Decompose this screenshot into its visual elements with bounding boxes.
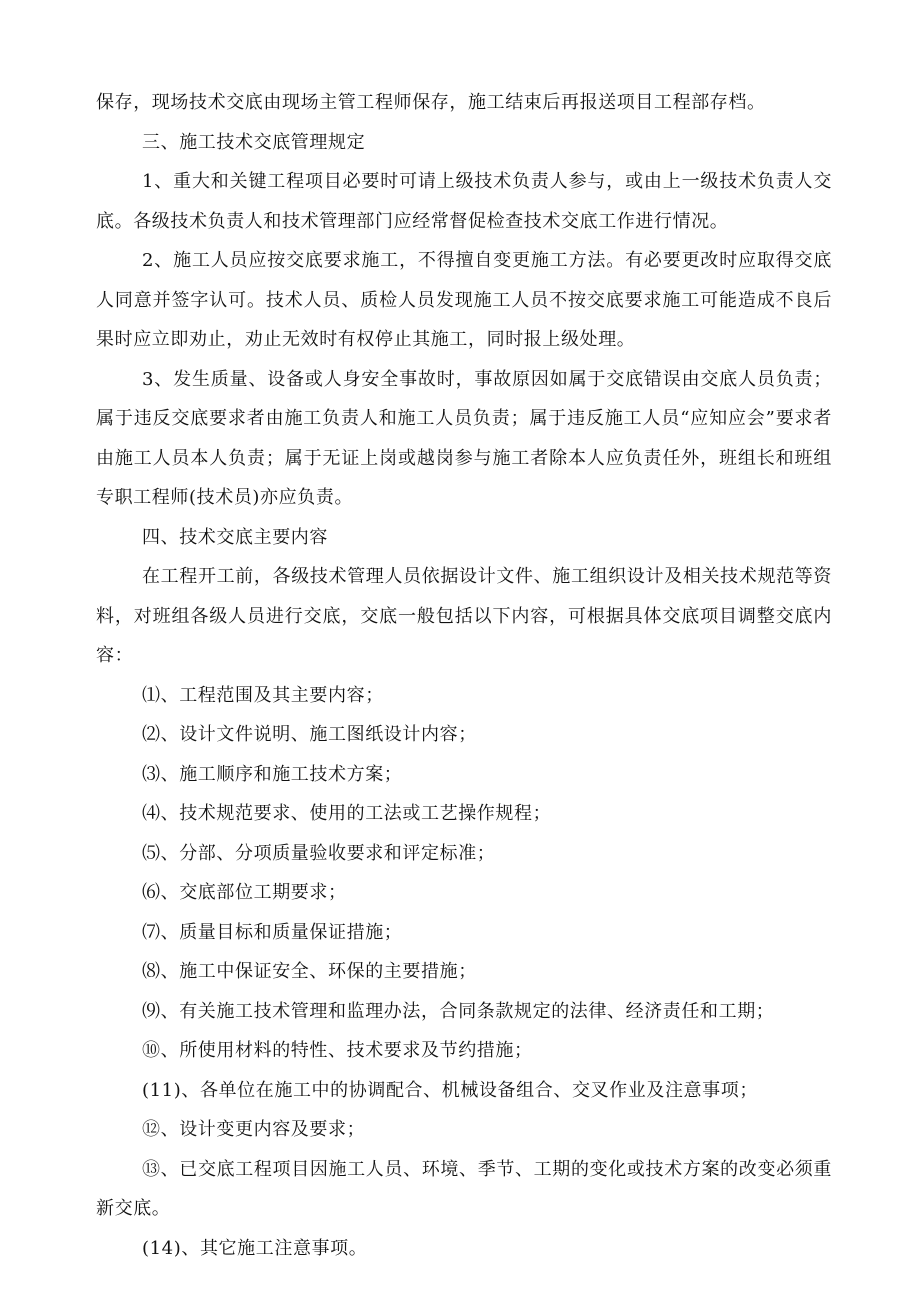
paragraph-rule-3: 3、发生质量、设备或人身安全事故时，事故原因如属于交底错误由交底人员负责；属于违反交底要求者由施工负责人和施工人员负责；属于违反施工人员“应知应会”要求者由施工人员本人负责；属于无证上岗或越岗参与施工者除本人应负责任外，班组长和班组专职工程师(技术员)亦应负责。 <box>96 368 832 508</box>
section-heading-main-content: 四、技术交底主要内容 <box>142 526 328 548</box>
paragraph-archive-note: 保存，现场技术交底由现场主管工程师保存，施工结束后再报送项目工程部存档。 <box>96 92 766 113</box>
list-item-6: ⑹、交底部位工期要求； <box>142 882 347 903</box>
list-item-14: (14)、其它施工注意事项。 <box>142 1237 368 1259</box>
list-item-4: ⑷、技术规范要求、使用的工法或工艺操作规程； <box>142 803 552 824</box>
list-item-5: ⑸、分部、分项质量验收要求和评定标准； <box>142 842 496 864</box>
list-item-2: ⑵、设计文件说明、施工图纸设计内容； <box>142 724 477 745</box>
document-body <box>96 83 832 1268</box>
list-item-3: ⑶、施工顺序和施工技术方案； <box>142 763 403 785</box>
paragraph-rule-1: 1、重大和关键工程项目必要时可请上级技术负责人参与，或由上一级技术负责人交底。各级技术负责人和技术管理部门应经常督促检查技术交底工作进行情况。 <box>96 171 832 232</box>
list-item-1: ⑴、工程范围及其主要内容； <box>142 684 384 706</box>
list-item-9: ⑼、有关施工技术管理和监理办法，合同条款规定的法律、经济责任和工期； <box>142 1000 775 1022</box>
paragraph-rule-2: 2、施工人员应按交底要求施工，不得擅自变更施工方法。有必要更改时应取得交底人同意并签字认可。技术人员、质检人员发现施工人员不按交底要求施工可能造成不良后果时应立即劝止，劝止无效时有权停止其施工，同时报上级处理。 <box>96 250 832 350</box>
section-heading-management-rules: 三、施工技术交底管理规定 <box>142 131 366 153</box>
list-item-13: ⑬、已交底工程项目因施工人员、环境、季节、工期的变化或技术方案的改变必须重新交底。 <box>96 1158 832 1219</box>
paragraph-content-intro: 在工程开工前，各级技术管理人员依据设计文件、施工组织设计及相关技术规范等资料，对班组各级人员进行交底，交底一般包括以下内容，可根据具体交底项目调整交底内容： <box>96 566 832 666</box>
list-item-12: ⑫、设计变更内容及要求； <box>142 1119 366 1140</box>
list-item-8: ⑻、施工中保证安全、环保的主要措施； <box>142 961 477 982</box>
list-item-11: (11)、各单位在施工中的协调配合、机械设备组合、交叉作业及注意事项； <box>142 1079 758 1101</box>
list-item-7: ⑺、质量目标和质量保证措施； <box>142 921 403 943</box>
list-item-10: ⑩、所使用材料的特性、技术要求及节约措施； <box>142 1040 533 1061</box>
